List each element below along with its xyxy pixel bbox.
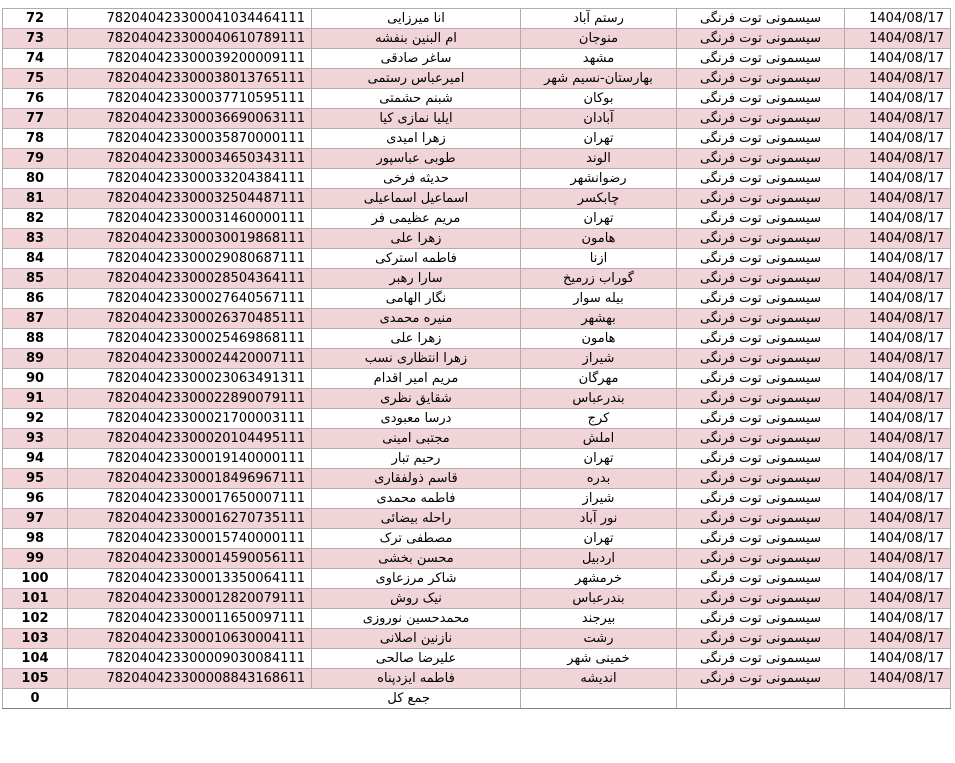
tracking-code[interactable]: 782040423300014590056111 bbox=[68, 549, 312, 569]
product-name[interactable]: سیسمونی توت فرنگی bbox=[677, 609, 845, 629]
city-name[interactable]: بوکان bbox=[521, 89, 677, 109]
row-number[interactable]: 99 bbox=[3, 549, 68, 569]
order-date[interactable]: 1404/08/17 bbox=[845, 549, 951, 569]
city-name[interactable]: شیراز bbox=[521, 349, 677, 369]
product-name[interactable]: سیسمونی توت فرنگی bbox=[677, 589, 845, 609]
row-number[interactable]: 79 bbox=[3, 149, 68, 169]
tracking-code[interactable]: 782040423300037710595111 bbox=[68, 89, 312, 109]
table-row bbox=[3, 569, 951, 589]
customer-name[interactable]: شاکر مرزعاوی bbox=[312, 569, 521, 589]
order-date[interactable]: 1404/08/17 bbox=[845, 329, 951, 349]
order-date[interactable]: 1404/08/17 bbox=[845, 429, 951, 449]
table-row bbox=[3, 229, 951, 249]
order-date[interactable]: 1404/08/17 bbox=[845, 489, 951, 509]
table-row bbox=[3, 89, 951, 109]
order-date[interactable]: 1404/08/17 bbox=[845, 249, 951, 269]
table-row bbox=[3, 389, 951, 409]
table-row bbox=[3, 669, 951, 689]
row-number[interactable]: 88 bbox=[3, 329, 68, 349]
product-name[interactable]: سیسمونی توت فرنگی bbox=[677, 369, 845, 389]
row-number[interactable]: 105 bbox=[3, 669, 68, 689]
product-name[interactable]: سیسمونی توت فرنگی bbox=[677, 489, 845, 509]
customer-name[interactable]: ایلیا نمازی کیا bbox=[312, 109, 521, 129]
row-number[interactable]: 85 bbox=[3, 269, 68, 289]
customer-name[interactable]: انا میرزایی bbox=[312, 9, 521, 29]
city-name[interactable]: خمینی شهر bbox=[521, 649, 677, 669]
row-number[interactable]: 93 bbox=[3, 429, 68, 449]
total-row bbox=[3, 689, 951, 709]
customer-name[interactable]: حدیثه فرخی bbox=[312, 169, 521, 189]
table-row bbox=[3, 49, 951, 69]
order-date[interactable]: 1404/08/17 bbox=[845, 349, 951, 369]
order-date[interactable]: 1404/08/17 bbox=[845, 49, 951, 69]
product-name[interactable]: سیسمونی توت فرنگی bbox=[677, 169, 845, 189]
city-name[interactable]: کرج bbox=[521, 409, 677, 429]
order-date[interactable]: 1404/08/17 bbox=[845, 169, 951, 189]
table-row bbox=[3, 169, 951, 189]
table-row bbox=[3, 509, 951, 529]
order-date[interactable]: 1404/08/17 bbox=[845, 609, 951, 629]
row-number[interactable]: 89 bbox=[3, 349, 68, 369]
row-number[interactable]: 100 bbox=[3, 569, 68, 589]
empty-cell[interactable] bbox=[845, 689, 951, 709]
table-row bbox=[3, 609, 951, 629]
city-name[interactable]: منوجان bbox=[521, 29, 677, 49]
row-number[interactable]: 80 bbox=[3, 169, 68, 189]
city-name[interactable]: بهارستان-نسیم شهر bbox=[521, 69, 677, 89]
order-date[interactable]: 1404/08/17 bbox=[845, 589, 951, 609]
order-date[interactable]: 1404/08/17 bbox=[845, 269, 951, 289]
product-name[interactable]: سیسمونی توت فرنگی bbox=[677, 309, 845, 329]
product-name[interactable]: سیسمونی توت فرنگی bbox=[677, 9, 845, 29]
tracking-code[interactable]: 782040423300010630004111 bbox=[68, 629, 312, 649]
product-name[interactable]: سیسمونی توت فرنگی bbox=[677, 389, 845, 409]
tracking-code[interactable]: 782040423300028504364111 bbox=[68, 269, 312, 289]
row-number[interactable]: 72 bbox=[3, 9, 68, 29]
customer-name[interactable]: مصطفی ترک bbox=[312, 529, 521, 549]
city-name[interactable]: رضوانشهر bbox=[521, 169, 677, 189]
customer-name[interactable]: اسماعیل اسماعیلی bbox=[312, 189, 521, 209]
order-date[interactable]: 1404/08/17 bbox=[845, 469, 951, 489]
city-name[interactable]: شیراز bbox=[521, 489, 677, 509]
row-number[interactable]: 94 bbox=[3, 449, 68, 469]
table-row bbox=[3, 69, 951, 89]
order-date[interactable]: 1404/08/17 bbox=[845, 569, 951, 589]
city-name[interactable]: رشت bbox=[521, 629, 677, 649]
product-name[interactable]: سیسمونی توت فرنگی bbox=[677, 449, 845, 469]
row-number[interactable]: 83 bbox=[3, 229, 68, 249]
row-number[interactable]: 97 bbox=[3, 509, 68, 529]
customer-name[interactable]: شقایق نظری bbox=[312, 389, 521, 409]
order-date[interactable]: 1404/08/17 bbox=[845, 309, 951, 329]
row-number[interactable]: 87 bbox=[3, 309, 68, 329]
table-body bbox=[3, 9, 951, 689]
customer-name[interactable]: فاطمه استرکی bbox=[312, 249, 521, 269]
city-name[interactable]: بیله سوار bbox=[521, 289, 677, 309]
city-name[interactable]: اردبیل bbox=[521, 549, 677, 569]
customer-name[interactable]: نگار الهامی bbox=[312, 289, 521, 309]
table-row bbox=[3, 589, 951, 609]
city-name[interactable]: بدره bbox=[521, 469, 677, 489]
empty-cell[interactable] bbox=[677, 689, 845, 709]
table-row bbox=[3, 409, 951, 429]
customer-name[interactable]: زهرا امیدی bbox=[312, 129, 521, 149]
customer-name[interactable]: منیره محمدی bbox=[312, 309, 521, 329]
customer-name[interactable]: علیرضا صالحی bbox=[312, 649, 521, 669]
order-date[interactable]: 1404/08/17 bbox=[845, 149, 951, 169]
row-number[interactable]: 95 bbox=[3, 469, 68, 489]
product-name[interactable]: سیسمونی توت فرنگی bbox=[677, 49, 845, 69]
city-name[interactable]: هامون bbox=[521, 329, 677, 349]
product-name[interactable]: سیسمونی توت فرنگی bbox=[677, 669, 845, 689]
city-name[interactable]: بندرعباس bbox=[521, 389, 677, 409]
tracking-code[interactable]: 782040423300013350064111 bbox=[68, 569, 312, 589]
row-number[interactable]: 73 bbox=[3, 29, 68, 49]
tracking-code[interactable]: 782040423300025469868111 bbox=[68, 329, 312, 349]
order-date[interactable]: 1404/08/17 bbox=[845, 109, 951, 129]
table-row bbox=[3, 29, 951, 49]
city-name[interactable]: املش bbox=[521, 429, 677, 449]
city-name[interactable]: مشهد bbox=[521, 49, 677, 69]
product-name[interactable]: سیسمونی توت فرنگی bbox=[677, 429, 845, 449]
product-name[interactable]: سیسمونی توت فرنگی bbox=[677, 529, 845, 549]
customer-name[interactable]: زهرا علی bbox=[312, 229, 521, 249]
city-name[interactable]: نور آباد bbox=[521, 509, 677, 529]
city-name[interactable]: تهران bbox=[521, 529, 677, 549]
city-name[interactable]: الوند bbox=[521, 149, 677, 169]
order-date[interactable]: 1404/08/17 bbox=[845, 369, 951, 389]
row-number[interactable]: 90 bbox=[3, 369, 68, 389]
table-row bbox=[3, 149, 951, 169]
tracking-code[interactable]: 782040423300035870000111 bbox=[68, 129, 312, 149]
order-date[interactable]: 1404/08/17 bbox=[845, 449, 951, 469]
tracking-code[interactable]: 782040423300027640567111 bbox=[68, 289, 312, 309]
table-row bbox=[3, 489, 951, 509]
tracking-code[interactable]: 782040423300039200009111 bbox=[68, 49, 312, 69]
order-date[interactable]: 1404/08/17 bbox=[845, 509, 951, 529]
tracking-code[interactable]: 782040423300034650343111 bbox=[68, 149, 312, 169]
order-date[interactable]: 1404/08/17 bbox=[845, 129, 951, 149]
city-name[interactable]: اندیشه bbox=[521, 669, 677, 689]
product-name[interactable]: سیسمونی توت فرنگی bbox=[677, 329, 845, 349]
city-name[interactable]: بهشهر bbox=[521, 309, 677, 329]
table-row bbox=[3, 109, 951, 129]
table-row bbox=[3, 289, 951, 309]
order-date[interactable]: 1404/08/17 bbox=[845, 9, 951, 29]
row-number[interactable]: 75 bbox=[3, 69, 68, 89]
customer-name[interactable]: راحله بیضائی bbox=[312, 509, 521, 529]
order-date[interactable]: 1404/08/17 bbox=[845, 289, 951, 309]
tracking-code[interactable]: 782040423300038013765111 bbox=[68, 69, 312, 89]
customer-name[interactable]: زهرا انتظاری نسب bbox=[312, 349, 521, 369]
product-name[interactable]: سیسمونی توت فرنگی bbox=[677, 249, 845, 269]
row-number[interactable]: 102 bbox=[3, 609, 68, 629]
city-name[interactable]: ازنا bbox=[521, 249, 677, 269]
tracking-code[interactable]: 782040423300017650007111 bbox=[68, 489, 312, 509]
row-number[interactable]: 91 bbox=[3, 389, 68, 409]
product-name[interactable]: سیسمونی توت فرنگی bbox=[677, 149, 845, 169]
customer-name[interactable]: ام البنین بنفشه bbox=[312, 29, 521, 49]
row-number[interactable]: 86 bbox=[3, 289, 68, 309]
tracking-code[interactable]: 782040423300011650097111 bbox=[68, 609, 312, 629]
order-date[interactable]: 1404/08/17 bbox=[845, 209, 951, 229]
row-number[interactable]: 103 bbox=[3, 629, 68, 649]
city-name[interactable]: هامون bbox=[521, 229, 677, 249]
row-number[interactable]: 81 bbox=[3, 189, 68, 209]
product-name[interactable]: سیسمونی توت فرنگی bbox=[677, 409, 845, 429]
city-name[interactable]: مهرگان bbox=[521, 369, 677, 389]
tracking-code[interactable]: 782040423300012820079111 bbox=[68, 589, 312, 609]
table-row bbox=[3, 549, 951, 569]
table-row bbox=[3, 269, 951, 289]
order-date[interactable]: 1404/08/17 bbox=[845, 29, 951, 49]
customer-name[interactable]: درسا معبودی bbox=[312, 409, 521, 429]
order-date[interactable]: 1404/08/17 bbox=[845, 189, 951, 209]
table-row bbox=[3, 329, 951, 349]
city-name[interactable]: بندرعباس bbox=[521, 589, 677, 609]
row-number[interactable]: 96 bbox=[3, 489, 68, 509]
tracking-code[interactable]: 782040423300032504487111 bbox=[68, 189, 312, 209]
product-name[interactable]: سیسمونی توت فرنگی bbox=[677, 649, 845, 669]
product-name[interactable]: سیسمونی توت فرنگی bbox=[677, 209, 845, 229]
table-row bbox=[3, 629, 951, 649]
customer-name[interactable]: نازنین اصلانی bbox=[312, 629, 521, 649]
tracking-code[interactable]: 782040423300036690063111 bbox=[68, 109, 312, 129]
table-row bbox=[3, 309, 951, 329]
table-row bbox=[3, 249, 951, 269]
table-row bbox=[3, 129, 951, 149]
product-name[interactable]: سیسمونی توت فرنگی bbox=[677, 89, 845, 109]
product-name[interactable]: سیسمونی توت فرنگی bbox=[677, 629, 845, 649]
table-row bbox=[3, 189, 951, 209]
customer-name[interactable]: شبنم حشمتی bbox=[312, 89, 521, 109]
tracking-code[interactable]: 782040423300040610789111 bbox=[68, 29, 312, 49]
product-name[interactable]: سیسمونی توت فرنگی bbox=[677, 289, 845, 309]
row-number[interactable]: 74 bbox=[3, 49, 68, 69]
total-label[interactable]: جمع کل bbox=[68, 689, 521, 709]
row-number[interactable]: 82 bbox=[3, 209, 68, 229]
shipment-table bbox=[2, 8, 951, 709]
order-date[interactable]: 1404/08/17 bbox=[845, 649, 951, 669]
city-name[interactable]: تهران bbox=[521, 449, 677, 469]
product-name[interactable]: سیسمونی توت فرنگی bbox=[677, 69, 845, 89]
tracking-code[interactable]: 782040423300021700003111 bbox=[68, 409, 312, 429]
product-name[interactable]: سیسمونی توت فرنگی bbox=[677, 549, 845, 569]
customer-name[interactable]: مریم عظیمی فر bbox=[312, 209, 521, 229]
product-name[interactable]: سیسمونی توت فرنگی bbox=[677, 349, 845, 369]
city-name[interactable]: چابکسر bbox=[521, 189, 677, 209]
customer-name[interactable]: طوبی عباسپور bbox=[312, 149, 521, 169]
product-name[interactable]: سیسمونی توت فرنگی bbox=[677, 109, 845, 129]
order-date[interactable]: 1404/08/17 bbox=[845, 629, 951, 649]
row-number[interactable]: 98 bbox=[3, 529, 68, 549]
tracking-code[interactable]: 782040423300029080687111 bbox=[68, 249, 312, 269]
row-number[interactable]: 76 bbox=[3, 89, 68, 109]
table-row bbox=[3, 449, 951, 469]
customer-name[interactable]: محمدحسین نوروزی bbox=[312, 609, 521, 629]
customer-name[interactable]: مریم امیر اقدام bbox=[312, 369, 521, 389]
order-date[interactable]: 1404/08/17 bbox=[845, 69, 951, 89]
table-row bbox=[3, 369, 951, 389]
table-row bbox=[3, 429, 951, 449]
customer-name[interactable]: مجتبی امینی bbox=[312, 429, 521, 449]
city-name[interactable]: بیرجند bbox=[521, 609, 677, 629]
customer-name[interactable]: فاطمه محمدی bbox=[312, 489, 521, 509]
product-name[interactable]: سیسمونی توت فرنگی bbox=[677, 569, 845, 589]
tracking-code[interactable]: 782040423300026370485111 bbox=[68, 309, 312, 329]
table-row bbox=[3, 469, 951, 489]
tracking-code[interactable]: 782040423300008843168611 bbox=[68, 669, 312, 689]
order-date[interactable]: 1404/08/17 bbox=[845, 669, 951, 689]
product-name[interactable]: سیسمونی توت فرنگی bbox=[677, 129, 845, 149]
table-row bbox=[3, 9, 951, 29]
city-name[interactable]: خرمشهر bbox=[521, 569, 677, 589]
tracking-code[interactable]: 782040423300019140000111 bbox=[68, 449, 312, 469]
empty-cell[interactable] bbox=[521, 689, 677, 709]
tracking-code[interactable]: 782040423300041034464111 bbox=[68, 9, 312, 29]
product-name[interactable]: سیسمونی توت فرنگی bbox=[677, 469, 845, 489]
customer-name[interactable]: امیرعباس رستمی bbox=[312, 69, 521, 89]
table-row bbox=[3, 209, 951, 229]
customer-name[interactable]: سارا رهبر bbox=[312, 269, 521, 289]
order-date[interactable]: 1404/08/17 bbox=[845, 229, 951, 249]
order-date[interactable]: 1404/08/17 bbox=[845, 389, 951, 409]
city-name[interactable]: رستم آباد bbox=[521, 9, 677, 29]
row-number[interactable]: 84 bbox=[3, 249, 68, 269]
customer-name[interactable]: محسن بخشی bbox=[312, 549, 521, 569]
customer-name[interactable]: ساغر صادقی bbox=[312, 49, 521, 69]
city-name[interactable]: تهران bbox=[521, 209, 677, 229]
tracking-code[interactable]: 782040423300030019868111 bbox=[68, 229, 312, 249]
row-number[interactable]: 101 bbox=[3, 589, 68, 609]
product-name[interactable]: سیسمونی توت فرنگی bbox=[677, 229, 845, 249]
tracking-code[interactable]: 782040423300015740000111 bbox=[68, 529, 312, 549]
product-name[interactable]: سیسمونی توت فرنگی bbox=[677, 189, 845, 209]
city-name[interactable]: گوراب زرمیخ bbox=[521, 269, 677, 289]
row-number[interactable]: 77 bbox=[3, 109, 68, 129]
order-date[interactable]: 1404/08/17 bbox=[845, 89, 951, 109]
product-name[interactable]: سیسمونی توت فرنگی bbox=[677, 29, 845, 49]
tracking-code[interactable]: 782040423300009030084111 bbox=[68, 649, 312, 669]
tracking-code[interactable]: 782040423300016270735111 bbox=[68, 509, 312, 529]
city-name[interactable]: تهران bbox=[521, 129, 677, 149]
customer-name[interactable]: نیک روش bbox=[312, 589, 521, 609]
tracking-code[interactable]: 782040423300024420007111 bbox=[68, 349, 312, 369]
product-name[interactable]: سیسمونی توت فرنگی bbox=[677, 509, 845, 529]
row-number[interactable]: 78 bbox=[3, 129, 68, 149]
tracking-code[interactable]: 782040423300022890079111 bbox=[68, 389, 312, 409]
table-row bbox=[3, 649, 951, 669]
row-number[interactable]: 104 bbox=[3, 649, 68, 669]
customer-name[interactable]: فاطمه ایزدپناه bbox=[312, 669, 521, 689]
tracking-code[interactable]: 782040423300023063491311 bbox=[68, 369, 312, 389]
table-row bbox=[3, 529, 951, 549]
total-value[interactable]: 0 bbox=[3, 689, 68, 709]
row-number[interactable]: 92 bbox=[3, 409, 68, 429]
order-date[interactable]: 1404/08/17 bbox=[845, 409, 951, 429]
tracking-code[interactable]: 782040423300033204384111 bbox=[68, 169, 312, 189]
tracking-code[interactable]: 782040423300031460000111 bbox=[68, 209, 312, 229]
tracking-code[interactable]: 782040423300018496967111 bbox=[68, 469, 312, 489]
table-row bbox=[3, 349, 951, 369]
city-name[interactable]: آبادان bbox=[521, 109, 677, 129]
tracking-code[interactable]: 782040423300020104495111 bbox=[68, 429, 312, 449]
customer-name[interactable]: رحیم تبار bbox=[312, 449, 521, 469]
customer-name[interactable]: قاسم ذولفقاری bbox=[312, 469, 521, 489]
order-date[interactable]: 1404/08/17 bbox=[845, 529, 951, 549]
product-name[interactable]: سیسمونی توت فرنگی bbox=[677, 269, 845, 289]
customer-name[interactable]: زهرا علی bbox=[312, 329, 521, 349]
